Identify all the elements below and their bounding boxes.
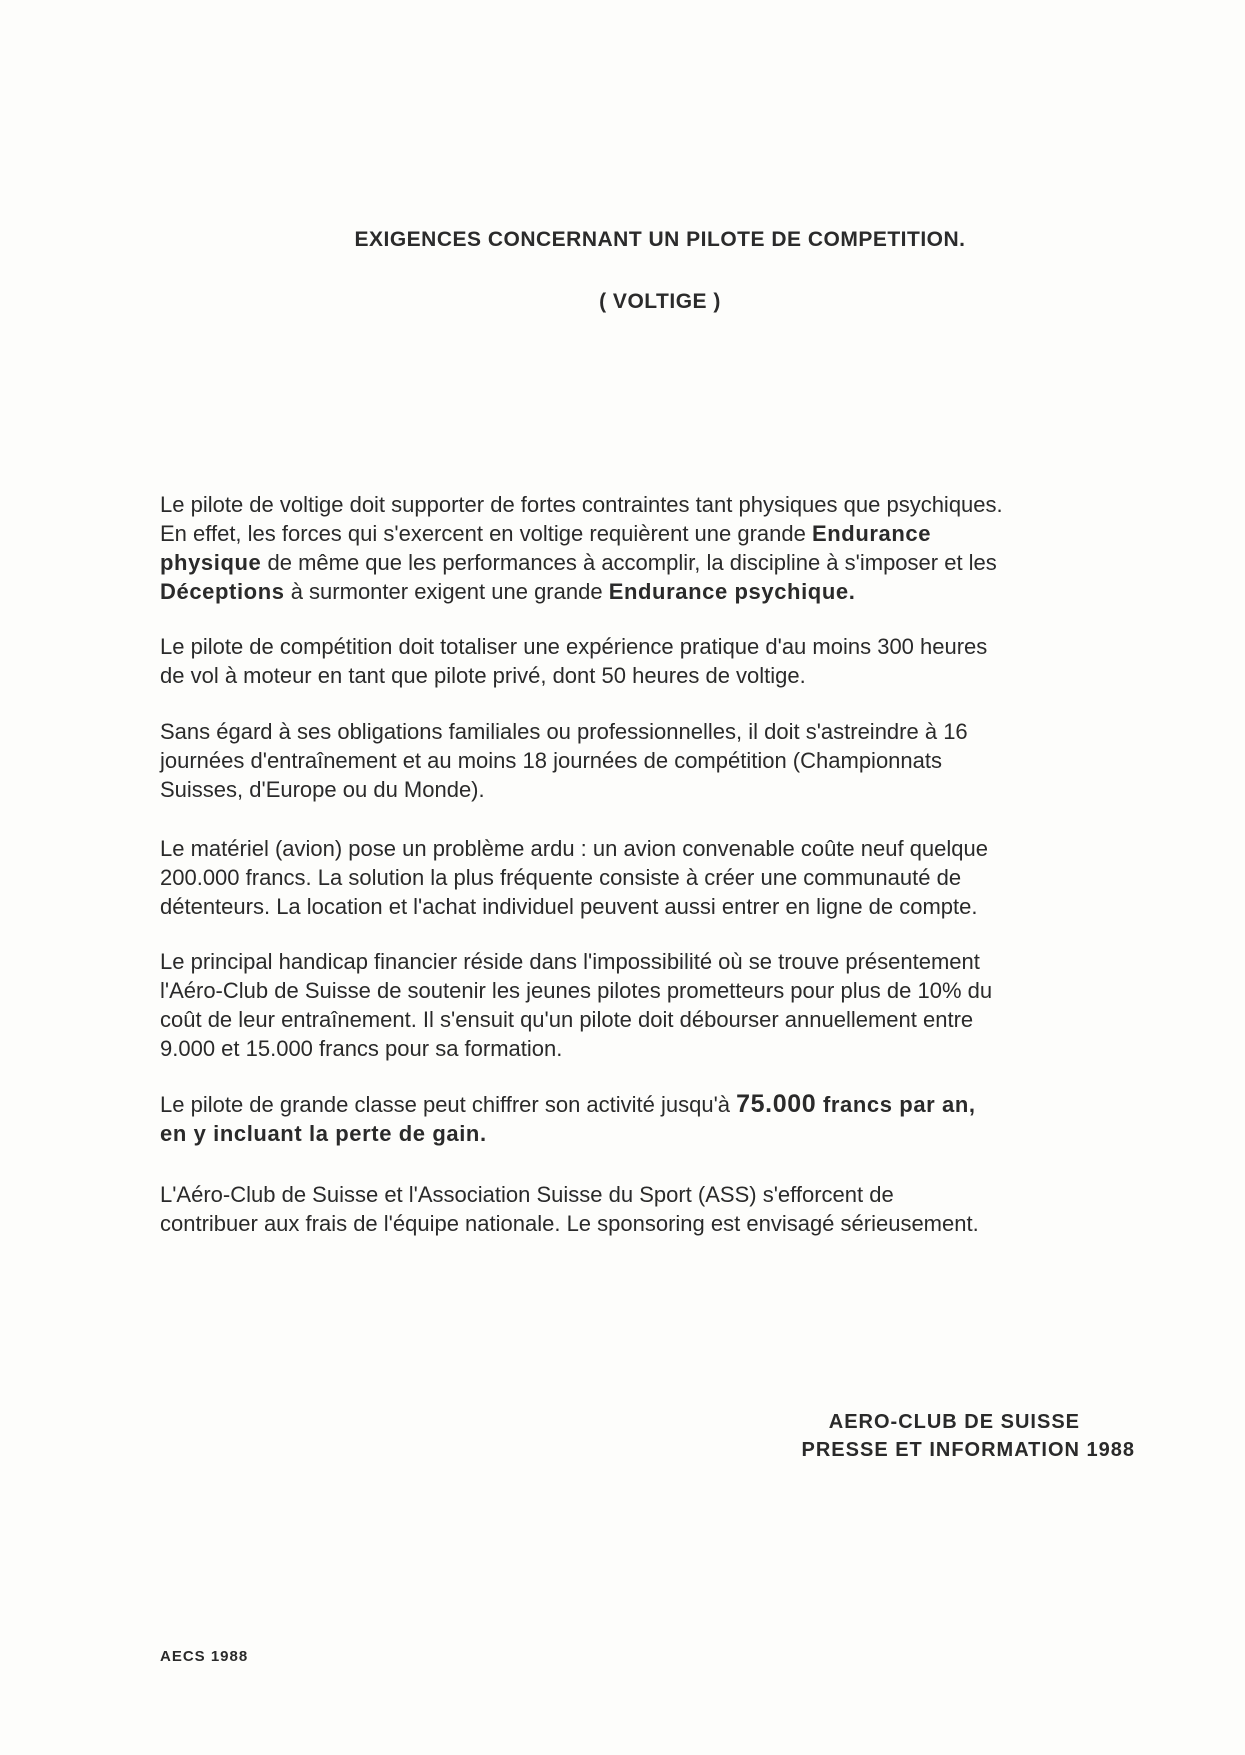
text-line [160, 1180, 979, 1209]
text-segment: Suisses, d'Europe ou du Monde). [160, 777, 485, 802]
paragraph [160, 1180, 979, 1238]
text-line [160, 775, 968, 804]
text-segment: Le pilote de grande classe peut chiffrer son activité jusqu'à [160, 1092, 737, 1117]
text-line [160, 632, 987, 661]
text-line [160, 1005, 992, 1034]
text-line [160, 892, 988, 921]
text-line [160, 947, 992, 976]
text-segment: coût de leur entraînement. Il s'ensuit qu'un pilote doit débourser annuellement entre [160, 1007, 974, 1032]
footer-reference: AECS 1988 [160, 1648, 249, 1665]
text-line [160, 519, 1003, 548]
text-segment: de même que les performances à accomplir, la discipline à s'imposer et les [261, 550, 997, 575]
paragraph [160, 1090, 976, 1148]
emphasized-text: Endurance [811, 521, 932, 546]
text-segment: Sans égard à ses obligations familiales ou professionnelles, il doit s'astreindre à 16 [160, 719, 968, 744]
text-segment: détenteurs. La location et l'achat individuel peuvent aussi entrer en ligne de compte. [160, 894, 978, 919]
document-subtitle: ( VOLTIGE ) [599, 290, 721, 313]
text-line [160, 1119, 976, 1148]
text-segment: Le pilote de compétition doit totaliser une expérience pratique d'au moins 300 heures [160, 634, 988, 659]
paragraph [160, 717, 968, 804]
text-line [160, 1090, 976, 1119]
text-line [160, 717, 968, 746]
text-line [160, 490, 1003, 519]
text-segment: à surmonter exigent une grande [284, 579, 609, 604]
text-line [160, 1034, 992, 1063]
text-segment: En effet, les forces qui s'exercent en voltige requièrent une grande [160, 521, 812, 546]
text-line [160, 863, 988, 892]
paragraph [160, 947, 992, 1063]
emphasized-text: 75.000 [736, 1090, 817, 1118]
emphasized-text: en y incluant la perte de gain. [160, 1121, 487, 1146]
text-segment: Le pilote de voltige doit supporter de fortes contraintes tant physiques que psychiques. [160, 492, 1003, 517]
emphasized-text: Endurance psychique. [608, 579, 856, 604]
text-line [160, 548, 1003, 577]
text-segment: l'Aéro-Club de Suisse de soutenir les jeunes pilotes prometteurs pour plus de 10% du [160, 978, 993, 1003]
text-line [160, 1209, 979, 1238]
text-segment: 200.000 francs. La solution la plus fréquente consiste à créer une communauté de [160, 865, 962, 890]
signature-org: AERO-CLUB DE SUISSE [828, 1411, 1080, 1433]
paragraph [160, 834, 988, 921]
document-title: EXIGENCES CONCERNANT UN PILOTE DE COMPETITION. [354, 228, 966, 251]
signature-block [802, 1408, 1135, 1464]
text-segment: contribuer aux frais de l'équipe nationale. Le sponsoring est envisagé sérieusement. [160, 1211, 979, 1236]
text-segment: de vol à moteur en tant que pilote privé, dont 50 heures de voltige. [160, 663, 806, 688]
signature-dept: PRESSE ET INFORMATION 1988 [801, 1439, 1135, 1461]
text-line [160, 577, 1003, 606]
text-line [160, 834, 988, 863]
paragraph [160, 490, 1003, 606]
text-segment: L'Aéro-Club de Suisse et l'Association Suisse du Sport (ASS) s'efforcent de [160, 1182, 894, 1207]
emphasized-text: physique [160, 550, 262, 575]
text-segment: Le matériel (avion) pose un problème ardu : un avion convenable coûte neuf quelque [160, 836, 988, 861]
text-segment: journées d'entraînement et au moins 18 journées de compétition (Championnats [160, 748, 942, 773]
paragraph [160, 632, 987, 690]
text-line [160, 976, 992, 1005]
text-line [160, 661, 987, 690]
text-line [160, 746, 968, 775]
text-segment: Le principal handicap financier réside dans l'impossibilité où se trouve présentement [160, 949, 980, 974]
text-segment: 9.000 et 15.000 francs pour sa formation. [160, 1036, 563, 1061]
emphasized-text: francs par an, [816, 1092, 976, 1117]
emphasized-text: Déceptions [160, 579, 285, 604]
